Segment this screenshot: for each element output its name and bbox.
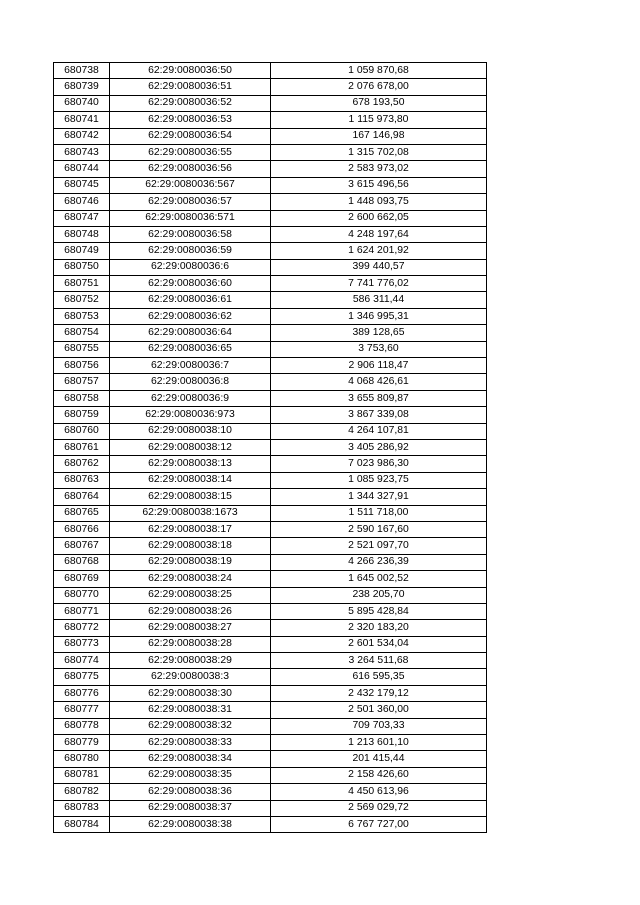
cadastral-value-cell: 4 264 107,81 [271,423,487,439]
row-id-cell: 680749 [54,243,110,259]
table-row [54,259,487,275]
row-id-cell: 680743 [54,144,110,160]
cadastral-value-cell: 3 405 286,92 [271,439,487,455]
cadastral-number-cell: 62:29:0080036:8 [110,374,271,390]
cadastral-value-cell: 1 344 327,91 [271,489,487,505]
cadastral-number-cell: 62:29:0080038:14 [110,472,271,488]
cadastral-number-cell: 62:29:0080036:973 [110,407,271,423]
cadastral-number-cell: 62:29:0080038:31 [110,702,271,718]
cadastral-value-cell: 616 595,35 [271,669,487,685]
row-id-cell: 680747 [54,210,110,226]
cadastral-value-cell: 2 521 097,70 [271,538,487,554]
table-row [54,456,487,472]
row-id-cell: 680758 [54,390,110,406]
cadastral-value-cell: 2 158 426,60 [271,767,487,783]
cadastral-number-cell: 62:29:0080036:53 [110,112,271,128]
cadastral-number-cell: 62:29:0080036:64 [110,325,271,341]
table-row [54,489,487,505]
row-id-cell: 680770 [54,587,110,603]
cadastral-value-cell: 2 600 662,05 [271,210,487,226]
cadastral-number-cell: 62:29:0080038:38 [110,816,271,832]
row-id-cell: 680753 [54,308,110,324]
table-row [54,161,487,177]
cadastral-value-cell: 167 146,98 [271,128,487,144]
table-row [54,669,487,685]
cadastral-number-cell: 62:29:0080036:7 [110,358,271,374]
table-row [54,751,487,767]
cadastral-number-cell: 62:29:0080038:26 [110,603,271,619]
table-row [54,79,487,95]
table-row [54,653,487,669]
row-id-cell: 680748 [54,226,110,242]
row-id-cell: 680775 [54,669,110,685]
cadastral-number-cell: 62:29:0080038:33 [110,735,271,751]
row-id-cell: 680756 [54,358,110,374]
row-id-cell: 680746 [54,194,110,210]
table-row [54,718,487,734]
row-id-cell: 680771 [54,603,110,619]
cadastral-value-cell: 4 266 236,39 [271,554,487,570]
table-row [54,358,487,374]
row-id-cell: 680777 [54,702,110,718]
cadastral-number-cell: 62:29:0080036:61 [110,292,271,308]
cadastral-number-cell: 62:29:0080038:24 [110,571,271,587]
cadastral-value-cell: 6 767 727,00 [271,816,487,832]
cadastral-value-cell: 586 311,44 [271,292,487,308]
cadastral-value-cell: 3 264 511,68 [271,653,487,669]
table-row [54,144,487,160]
row-id-cell: 680744 [54,161,110,177]
cadastral-number-cell: 62:29:0080036:52 [110,95,271,111]
row-id-cell: 680766 [54,521,110,537]
cadastral-value-cell: 1 346 995,31 [271,308,487,324]
row-id-cell: 680776 [54,685,110,701]
table-row [54,243,487,259]
cadastral-value-cell: 4 068 426,61 [271,374,487,390]
row-id-cell: 680778 [54,718,110,734]
row-id-cell: 680755 [54,341,110,357]
cadastral-number-cell: 62:29:0080038:29 [110,653,271,669]
table-row [54,374,487,390]
cadastral-number-cell: 62:29:0080036:54 [110,128,271,144]
cadastral-value-cell: 1 448 093,75 [271,194,487,210]
cadastral-number-cell: 62:29:0080036:6 [110,259,271,275]
row-id-cell: 680763 [54,472,110,488]
row-id-cell: 680757 [54,374,110,390]
cadastral-number-cell: 62:29:0080036:55 [110,144,271,160]
table-row [54,390,487,406]
cadastral-value-cell: 201 415,44 [271,751,487,767]
table-row [54,95,487,111]
cadastral-number-cell: 62:29:0080038:30 [110,685,271,701]
table-row [54,63,487,79]
cadastral-value-cell: 1 645 002,52 [271,571,487,587]
cadastral-number-cell: 62:29:0080036:65 [110,341,271,357]
table-row [54,407,487,423]
cadastral-value-cell: 2 569 029,72 [271,800,487,816]
row-id-cell: 680767 [54,538,110,554]
cadastral-value-cell: 678 193,50 [271,95,487,111]
row-id-cell: 680754 [54,325,110,341]
cadastral-number-cell: 62:29:0080036:56 [110,161,271,177]
table-row [54,735,487,751]
table-row [54,472,487,488]
cadastral-value-cell: 2 501 360,00 [271,702,487,718]
row-id-cell: 680780 [54,751,110,767]
cadastral-number-cell: 62:29:0080038:15 [110,489,271,505]
table-row [54,210,487,226]
row-id-cell: 680745 [54,177,110,193]
row-id-cell: 680738 [54,63,110,79]
cadastral-number-cell: 62:29:0080038:36 [110,784,271,800]
cadastral-value-cell: 1 115 973,80 [271,112,487,128]
row-id-cell: 680783 [54,800,110,816]
cadastral-number-cell: 62:29:0080036:60 [110,276,271,292]
cadastral-number-cell: 62:29:0080038:13 [110,456,271,472]
cadastral-value-cell: 2 432 179,12 [271,685,487,701]
table-row [54,292,487,308]
table-body [54,63,487,833]
table-row [54,276,487,292]
row-id-cell: 680739 [54,79,110,95]
row-id-cell: 680781 [54,767,110,783]
table-row [54,816,487,832]
table-row [54,423,487,439]
table-row [54,554,487,570]
row-id-cell: 680765 [54,505,110,521]
cadastral-number-cell: 62:29:0080038:25 [110,587,271,603]
row-id-cell: 680784 [54,816,110,832]
table-row [54,226,487,242]
row-id-cell: 680772 [54,620,110,636]
cadastral-value-cell: 1 624 201,92 [271,243,487,259]
cadastral-number-cell: 62:29:0080038:1673 [110,505,271,521]
cadastral-number-cell: 62:29:0080036:57 [110,194,271,210]
row-id-cell: 680779 [54,735,110,751]
row-id-cell: 680751 [54,276,110,292]
cadastral-number-cell: 62:29:0080038:17 [110,521,271,537]
row-id-cell: 680782 [54,784,110,800]
row-id-cell: 680761 [54,439,110,455]
cadastral-number-cell: 62:29:0080038:18 [110,538,271,554]
table-row [54,521,487,537]
cadastral-value-cell: 1 315 702,08 [271,144,487,160]
cadastral-number-cell: 62:29:0080036:62 [110,308,271,324]
cadastral-number-cell: 62:29:0080038:27 [110,620,271,636]
table-row [54,571,487,587]
row-id-cell: 680773 [54,636,110,652]
cadastral-value-table [53,62,487,833]
row-id-cell: 680759 [54,407,110,423]
cadastral-number-cell: 62:29:0080038:35 [110,767,271,783]
cadastral-number-cell: 62:29:0080036:567 [110,177,271,193]
cadastral-value-cell: 238 205,70 [271,587,487,603]
cadastral-value-cell: 2 076 678,00 [271,79,487,95]
row-id-cell: 680750 [54,259,110,275]
cadastral-value-cell: 2 906 118,47 [271,358,487,374]
row-id-cell: 680742 [54,128,110,144]
table-row [54,603,487,619]
row-id-cell: 680764 [54,489,110,505]
cadastral-value-cell: 1 059 870,68 [271,63,487,79]
cadastral-value-cell: 2 601 534,04 [271,636,487,652]
cadastral-value-cell: 3 615 496,56 [271,177,487,193]
cadastral-number-cell: 62:29:0080038:19 [110,554,271,570]
cadastral-value-cell: 1 213 601,10 [271,735,487,751]
table-row [54,620,487,636]
table-row [54,194,487,210]
table-row [54,767,487,783]
row-id-cell: 680740 [54,95,110,111]
cadastral-number-cell: 62:29:0080036:59 [110,243,271,259]
cadastral-number-cell: 62:29:0080036:58 [110,226,271,242]
cadastral-value-cell: 709 703,33 [271,718,487,734]
cadastral-value-cell: 7 023 986,30 [271,456,487,472]
cadastral-value-cell: 4 248 197,64 [271,226,487,242]
row-id-cell: 680768 [54,554,110,570]
cadastral-value-cell: 7 741 776,02 [271,276,487,292]
table-row [54,800,487,816]
cadastral-number-cell: 62:29:0080036:51 [110,79,271,95]
cadastral-value-cell: 4 450 613,96 [271,784,487,800]
table-row [54,685,487,701]
cadastral-value-cell: 1 511 718,00 [271,505,487,521]
cadastral-value-cell: 3 867 339,08 [271,407,487,423]
row-id-cell: 680760 [54,423,110,439]
table-row [54,128,487,144]
table-row [54,112,487,128]
table-row [54,325,487,341]
cadastral-value-cell: 2 590 167,60 [271,521,487,537]
table-row [54,341,487,357]
row-id-cell: 680752 [54,292,110,308]
table-row [54,784,487,800]
cadastral-value-cell: 3 655 809,87 [271,390,487,406]
cadastral-number-cell: 62:29:0080036:571 [110,210,271,226]
table-row [54,505,487,521]
table-row [54,538,487,554]
cadastral-value-cell: 5 895 428,84 [271,603,487,619]
cadastral-number-cell: 62:29:0080038:10 [110,423,271,439]
cadastral-number-cell: 62:29:0080038:12 [110,439,271,455]
table-row [54,702,487,718]
cadastral-value-cell: 389 128,65 [271,325,487,341]
table-row [54,308,487,324]
cadastral-value-cell: 399 440,57 [271,259,487,275]
row-id-cell: 680774 [54,653,110,669]
cadastral-value-cell: 2 320 183,20 [271,620,487,636]
cadastral-number-cell: 62:29:0080036:50 [110,63,271,79]
cadastral-number-cell: 62:29:0080036:9 [110,390,271,406]
cadastral-number-cell: 62:29:0080038:34 [110,751,271,767]
cadastral-number-cell: 62:29:0080038:3 [110,669,271,685]
table-row [54,439,487,455]
cadastral-value-cell: 3 753,60 [271,341,487,357]
table-row [54,177,487,193]
cadastral-number-cell: 62:29:0080038:37 [110,800,271,816]
table-row [54,587,487,603]
row-id-cell: 680741 [54,112,110,128]
cadastral-value-cell: 1 085 923,75 [271,472,487,488]
cadastral-number-cell: 62:29:0080038:32 [110,718,271,734]
cadastral-number-cell: 62:29:0080038:28 [110,636,271,652]
row-id-cell: 680769 [54,571,110,587]
row-id-cell: 680762 [54,456,110,472]
table-row [54,636,487,652]
cadastral-value-cell: 2 583 973,02 [271,161,487,177]
